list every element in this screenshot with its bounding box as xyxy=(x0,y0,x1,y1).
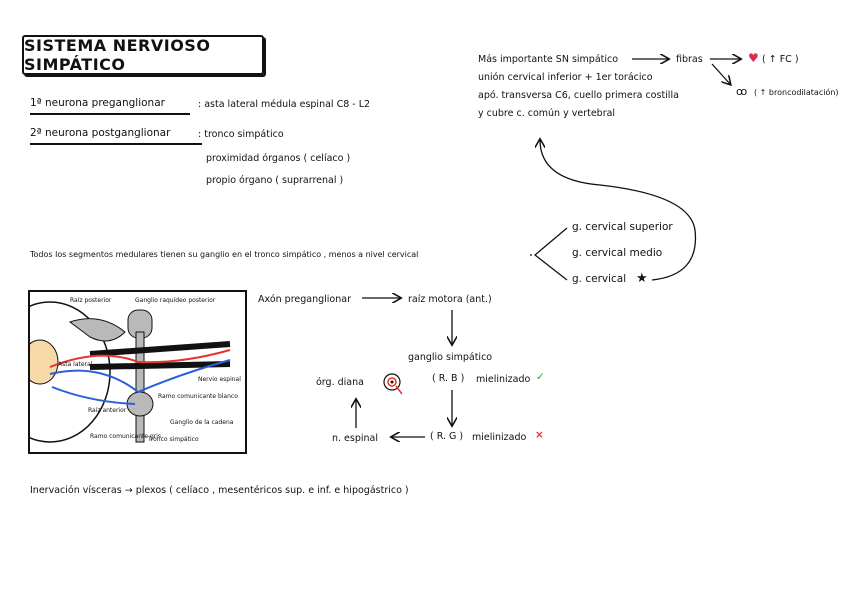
first-neuron-underline xyxy=(30,113,190,115)
top-right-line2: unión cervical inferior + 1er torácico xyxy=(478,72,653,83)
arrow-to-lungs xyxy=(712,64,730,84)
lungs-text: ( ↑ broncodilatación) xyxy=(754,88,839,97)
fig-raiz-anterior: Raíz anterior xyxy=(88,407,127,414)
star-icon: ★ xyxy=(636,271,648,286)
second-neuron-label: 2ª neurona postganglionar xyxy=(30,127,171,139)
ganglion-inferior: g. cervical xyxy=(572,273,627,285)
page-title: SISTEMA NERVIOSO SIMPÁTICO xyxy=(22,35,264,75)
segments-text: Todos los segmentos medulares tienen su ganglio en el tronco simpático , menos a nivel cervical xyxy=(30,250,419,259)
fig-ramo-gris: Ramo comunicante gris xyxy=(90,433,162,440)
fig-ramo-blanco: Ramo comunicante blanco xyxy=(158,393,238,400)
top-right-line1: Más importante SN simpático xyxy=(478,54,619,65)
top-right-line4: y cubre c. común y vertebral xyxy=(478,108,616,119)
fig-ganglio-cadena: Ganglio de la cadena xyxy=(170,419,234,426)
fig-raiz-posterior: Raíz posterior xyxy=(70,297,112,304)
second-neuron-value: : tronco simpático xyxy=(198,129,284,140)
first-neuron-value: : asta lateral médula espinal C8 - L2 xyxy=(198,99,371,110)
ganglion-medio: g. cervical medio xyxy=(572,247,663,259)
top-right-fibras: fibras xyxy=(676,54,703,65)
flow-organo: órg. diana xyxy=(316,377,364,388)
lungs-icon: ꝏ xyxy=(736,85,748,98)
bottom-text: Inervación vísceras → plexos ( celíaco , mesentéricos sup. e inf. e hipogástrico ) xyxy=(30,485,409,496)
flow-rg: ( R. G ) xyxy=(430,431,464,442)
first-neuron-label: 1ª neurona preganglionar xyxy=(30,97,165,109)
arrow-star-to-top xyxy=(540,140,695,280)
fig-ganglio-raquideo: Ganglio raquídeo posterior xyxy=(135,297,216,304)
heart-text: ( ↑ FC ) xyxy=(762,54,799,65)
heart-icon: ♥ xyxy=(748,51,759,65)
fig-asta-lateral: Asta lateral xyxy=(58,361,93,368)
second-neuron-value-2: proximidad órganos ( celíaco ) xyxy=(206,153,351,164)
second-neuron-underline xyxy=(30,143,202,145)
flow-rb: ( R. B ) xyxy=(432,373,465,384)
flow-nervio: n. espinal xyxy=(332,433,379,444)
fig-nervio-espinal: Nervio espinal xyxy=(198,376,241,383)
target-icon xyxy=(384,374,402,394)
flow-rg-state: mielinizado xyxy=(472,432,527,443)
flow-raiz: raíz motora (ant.) xyxy=(408,294,492,305)
top-right-line3: apó. transversa C6, cuello primera costilla xyxy=(478,90,679,101)
ganglia-bracket xyxy=(535,228,567,280)
fig-tronco-simpatico: Tronco simpático xyxy=(148,436,199,443)
check-icon: ✓ xyxy=(536,371,545,383)
cross-icon: × xyxy=(535,429,544,441)
spinal-cord-drawing xyxy=(30,292,245,452)
flow-rb-state: mielinizado xyxy=(476,374,531,385)
flow-axon: Axón preganglionar xyxy=(258,294,351,305)
second-neuron-value-3: propio órgano ( suprarrenal ) xyxy=(206,175,344,186)
spinal-cord-figure xyxy=(28,290,247,454)
ganglion-superior: g. cervical superior xyxy=(572,221,673,233)
flow-ganglio: ganglio simpático xyxy=(408,352,493,363)
